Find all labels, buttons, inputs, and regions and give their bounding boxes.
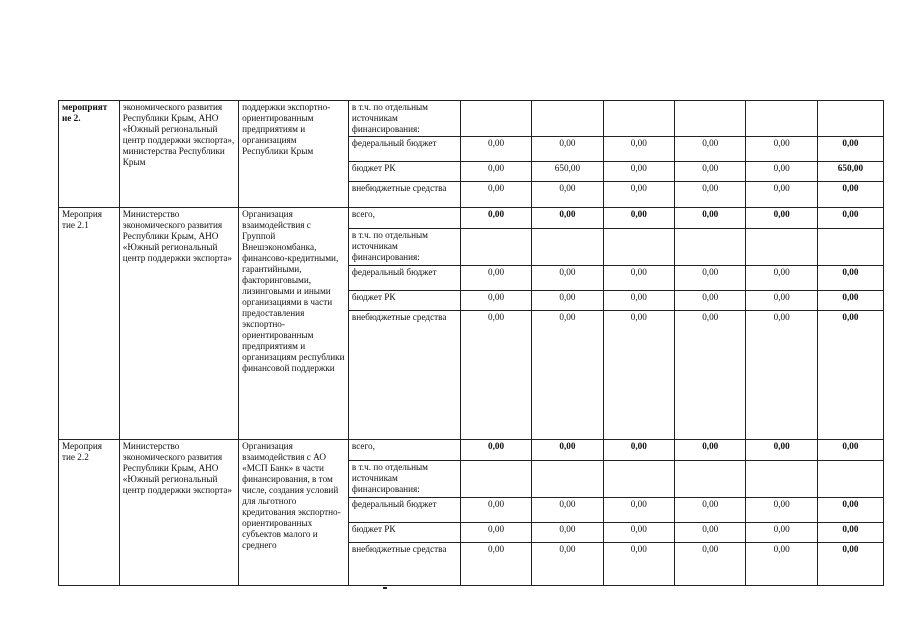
value-cell — [675, 461, 746, 498]
source-cell: федеральный бюджет — [348, 266, 460, 291]
value-cell: 0,00 — [675, 498, 746, 523]
total-cell: 0,00 — [817, 182, 883, 208]
value-cell: 0,00 — [460, 311, 531, 440]
page-dash-mark — [383, 587, 387, 589]
value-cell: 0,00 — [460, 137, 531, 162]
total-cell: 0,00 — [817, 291, 883, 311]
value-cell: 0,00 — [746, 266, 817, 291]
value-cell: 0,00 — [460, 291, 531, 311]
value-cell: 0,00 — [603, 498, 674, 523]
executor-cell: Министерство экономического развития Республики Крым, АНО «Южный региональный центр поддержки экспорта» — [119, 208, 238, 440]
total-cell: 0,00 — [817, 523, 883, 543]
total-cell: 0,00 — [817, 208, 883, 229]
value-cell: 0,00 — [460, 523, 531, 543]
source-cell: внебюджетные средства — [348, 311, 460, 440]
value-cell: 0,00 — [460, 162, 531, 182]
total-cell — [817, 101, 883, 137]
source-cell: бюджет РК — [348, 291, 460, 311]
value-cell: 0,00 — [532, 208, 603, 229]
value-cell — [603, 101, 674, 137]
value-cell — [675, 229, 746, 266]
executor-cell: экономического развития Республики Крым, АНО «Южный региональный центр поддержки экспорта», министерства Республики Крым — [119, 101, 238, 208]
event-name-cell: Организация взаимодействия с АО «МСП Банк» в части финансирования, в том числе, создания условий для льготного кредитования экспортно-ориентированных субъектов малого и среднего — [239, 440, 349, 586]
value-cell: 0,00 — [603, 208, 674, 229]
value-cell: 0,00 — [746, 311, 817, 440]
total-cell: 0,00 — [817, 543, 883, 586]
value-cell: 0,00 — [675, 182, 746, 208]
value-cell: 0,00 — [460, 182, 531, 208]
value-cell: 0,00 — [460, 266, 531, 291]
value-cell: 0,00 — [460, 543, 531, 586]
total-cell — [817, 461, 883, 498]
event-id-cell: Мероприя тие 2.1 — [59, 208, 120, 440]
executor-cell: Министерство экономического развития Республики Крым, АНО «Южный региональный центр поддержки экспорта» — [119, 440, 238, 586]
source-cell: внебюджетные средства — [348, 543, 460, 586]
value-cell — [603, 461, 674, 498]
value-cell: 0,00 — [675, 523, 746, 543]
total-cell — [817, 229, 883, 266]
event-name-cell: поддержки экспортно-ориентированным предприятиям и организациям Республики Крым — [239, 101, 349, 208]
value-cell: 0,00 — [746, 440, 817, 461]
total-cell: 0,00 — [817, 137, 883, 162]
value-cell: 0,00 — [603, 137, 674, 162]
total-cell: 650,00 — [817, 162, 883, 182]
total-cell: 0,00 — [817, 266, 883, 291]
source-cell: федеральный бюджет — [348, 137, 460, 162]
value-cell: 0,00 — [603, 440, 674, 461]
value-cell — [746, 229, 817, 266]
value-cell: 0,00 — [603, 543, 674, 586]
value-cell — [532, 229, 603, 266]
table-row — [59, 101, 884, 137]
value-cell — [746, 101, 817, 137]
value-cell — [460, 461, 531, 498]
value-cell: 0,00 — [675, 311, 746, 440]
source-cell: всего, — [348, 208, 460, 229]
value-cell: 0,00 — [532, 182, 603, 208]
source-cell: в т.ч. по отдельным источникам финансирования: — [348, 101, 460, 137]
value-cell: 0,00 — [532, 137, 603, 162]
value-cell: 0,00 — [603, 523, 674, 543]
value-cell: 0,00 — [675, 543, 746, 586]
total-cell: 0,00 — [817, 498, 883, 523]
total-cell: 0,00 — [817, 440, 883, 461]
event-id-cell: Мероприя тие 2.2 — [59, 440, 120, 586]
value-cell: 0,00 — [603, 291, 674, 311]
value-cell — [675, 101, 746, 137]
value-cell: 0,00 — [460, 498, 531, 523]
value-cell — [532, 461, 603, 498]
value-cell: 0,00 — [746, 162, 817, 182]
value-cell: 0,00 — [532, 498, 603, 523]
table-row — [59, 440, 884, 461]
value-cell: 0,00 — [675, 208, 746, 229]
value-cell: 0,00 — [532, 291, 603, 311]
value-cell: 0,00 — [746, 291, 817, 311]
value-cell: 0,00 — [532, 440, 603, 461]
value-cell: 0,00 — [460, 208, 531, 229]
value-cell: 0,00 — [603, 311, 674, 440]
source-cell: бюджет РК — [348, 162, 460, 182]
value-cell: 0,00 — [460, 440, 531, 461]
value-cell: 0,00 — [746, 182, 817, 208]
value-cell: 0,00 — [532, 543, 603, 586]
source-cell: бюджет РК — [348, 523, 460, 543]
value-cell: 0,00 — [532, 266, 603, 291]
value-cell — [603, 229, 674, 266]
value-cell: 0,00 — [746, 208, 817, 229]
source-cell: внебюджетные средства — [348, 182, 460, 208]
value-cell — [532, 101, 603, 137]
value-cell: 650,00 — [532, 162, 603, 182]
value-cell: 0,00 — [746, 498, 817, 523]
source-cell: всего, — [348, 440, 460, 461]
total-cell: 0,00 — [817, 311, 883, 440]
event-name-cell: Организация взаимодействия с Группой Внешэкономбанка, финансово-кредитными, гарантийными, факторинговыми, лизинговыми и иными организациями в части предоставления экспортно-ориентированным предприятиям и организациям республики финансовой поддержки — [239, 208, 349, 440]
source-cell: федеральный бюджет — [348, 498, 460, 523]
value-cell: 0,00 — [675, 137, 746, 162]
value-cell: 0,00 — [675, 266, 746, 291]
value-cell: 0,00 — [603, 182, 674, 208]
table-row — [59, 208, 884, 229]
source-cell: в т.ч. по отдельным источникам финансирования: — [348, 229, 460, 266]
value-cell: 0,00 — [746, 543, 817, 586]
source-cell: в т.ч. по отдельным источникам финансирования: — [348, 461, 460, 498]
value-cell: 0,00 — [603, 162, 674, 182]
value-cell: 0,00 — [675, 291, 746, 311]
funding-table — [58, 100, 884, 586]
value-cell: 0,00 — [603, 266, 674, 291]
value-cell: 0,00 — [746, 523, 817, 543]
event-id-cell: мероприят ие 2. — [59, 101, 120, 208]
value-cell — [460, 229, 531, 266]
value-cell: 0,00 — [675, 162, 746, 182]
value-cell: 0,00 — [532, 523, 603, 543]
value-cell: 0,00 — [675, 440, 746, 461]
value-cell — [746, 461, 817, 498]
value-cell: 0,00 — [532, 311, 603, 440]
value-cell — [460, 101, 531, 137]
value-cell: 0,00 — [746, 137, 817, 162]
